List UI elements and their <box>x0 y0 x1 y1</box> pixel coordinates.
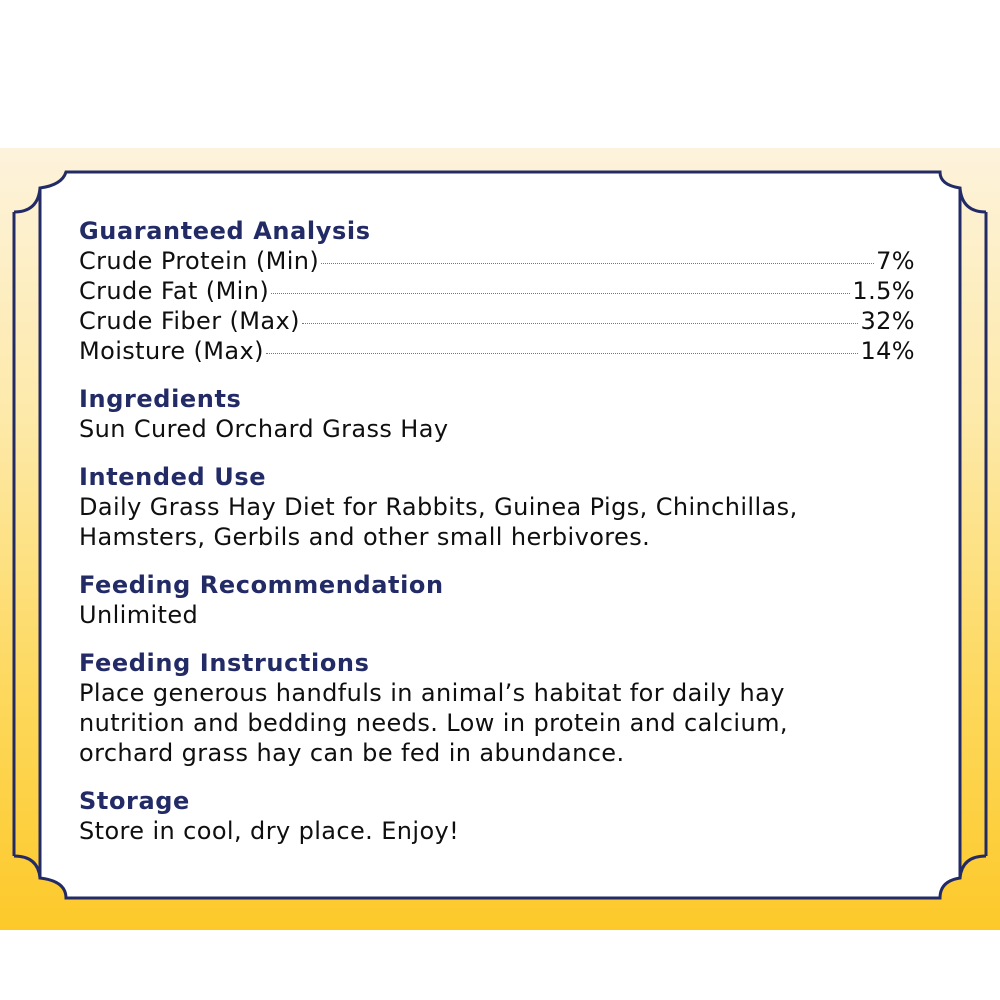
feeding-instructions-line: Place generous handfuls in animal’s habitat for daily hay <box>79 679 785 707</box>
analysis-label: Moisture (Max) <box>79 337 264 365</box>
analysis-value: 7% <box>876 247 915 275</box>
analysis-label: Crude Fat (Min) <box>79 277 270 305</box>
analysis-value: 32% <box>860 307 915 335</box>
ingredients-text: Sun Cured Orchard Grass Hay <box>79 415 449 443</box>
analysis-label: Crude Protein (Min) <box>79 247 320 275</box>
analysis-label: Crude Fiber (Max) <box>79 307 300 335</box>
analysis-row <box>79 276 915 306</box>
analysis-row <box>79 246 915 276</box>
feeding-recommendation-section <box>79 570 915 630</box>
intended-use-line: Hamsters, Gerbils and other small herbivores. <box>79 523 651 551</box>
feeding-recommendation-text: Unlimited <box>79 601 199 629</box>
storage-heading: Storage <box>79 787 190 815</box>
guaranteed-analysis-section <box>79 216 915 366</box>
storage-section <box>79 786 915 846</box>
frame-corner-top-left <box>14 188 40 856</box>
ingredients-heading: Ingredients <box>79 385 242 413</box>
frame-corner-bottom-right <box>960 856 986 878</box>
analysis-value: 14% <box>860 337 915 365</box>
frame-corner-bottom-left <box>14 856 40 878</box>
intended-use-heading: Intended Use <box>79 463 267 491</box>
dot-leader <box>321 263 874 264</box>
guaranteed-analysis-heading: Guaranteed Analysis <box>79 217 371 245</box>
analysis-value: 1.5% <box>852 277 915 305</box>
frame-corner-top-right <box>960 188 986 856</box>
label-content <box>79 216 915 846</box>
feeding-instructions-heading: Feeding Instructions <box>79 649 370 677</box>
analysis-row <box>79 306 915 336</box>
dot-leader <box>271 293 850 294</box>
storage-text: Store in cool, dry place. Enjoy! <box>79 817 460 845</box>
dot-leader <box>302 323 859 324</box>
ingredients-section <box>79 384 915 444</box>
feeding-instructions-line: orchard grass hay can be fed in abundance. <box>79 739 625 767</box>
analysis-row <box>79 336 915 366</box>
dot-leader <box>266 353 859 354</box>
feeding-instructions-section <box>79 648 915 768</box>
feeding-instructions-line: nutrition and bedding needs. Low in protein and calcium, <box>79 709 788 737</box>
feeding-recommendation-heading: Feeding Recommendation <box>79 571 444 599</box>
intended-use-line: Daily Grass Hay Diet for Rabbits, Guinea Pigs, Chinchillas, <box>79 493 798 521</box>
intended-use-section <box>79 462 915 552</box>
